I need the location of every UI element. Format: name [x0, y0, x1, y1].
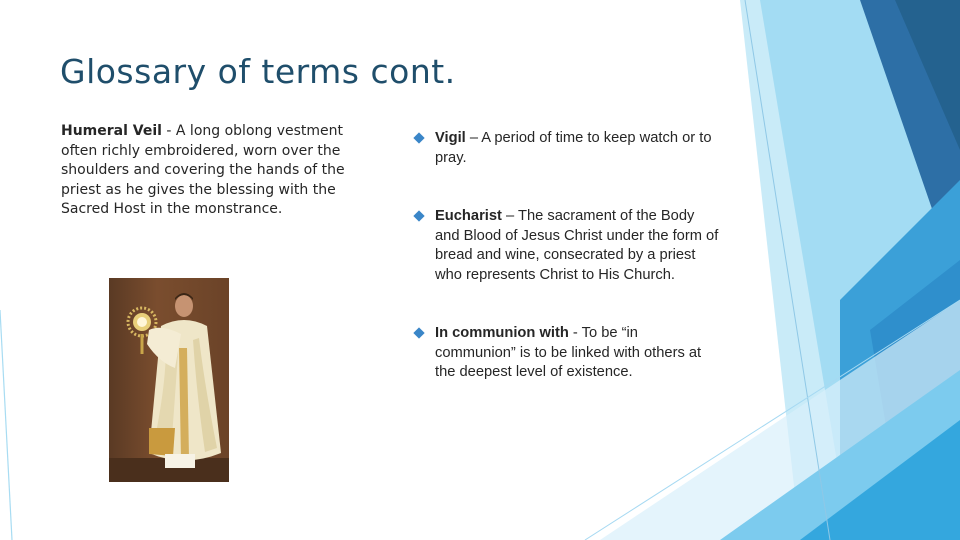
definition-text: - A long oblong vestment often richly embroidered, worn over the shoulders and covering the hands of the priest as he gives the blessing with the Sacred Host in the monstrance.	[61, 123, 345, 217]
term-label: Eucharist	[435, 208, 502, 224]
term-label: In communion with	[435, 325, 569, 341]
list-item-in-communion-with	[414, 324, 719, 383]
diamond-bullet-icon	[413, 210, 424, 221]
list-item-vigil	[414, 129, 719, 168]
priest-photo	[109, 278, 229, 482]
definition-term: Humeral Veil	[61, 123, 162, 139]
term-definition: – The sacrament of the Body and Blood of Jesus Christ under the form of bread and wine, consecrated by a priest who represents Christ to His Church.	[435, 208, 719, 283]
diamond-bullet-icon	[413, 132, 424, 143]
term-label: Vigil	[435, 130, 466, 146]
humeral-veil-definition	[61, 122, 361, 220]
term-definition: - To be “in communion” is to be linked with others at the deepest level of existence.	[435, 325, 702, 380]
term-definition: – A period of time to keep watch or to pray.	[435, 130, 712, 166]
terms-list	[414, 129, 719, 383]
diamond-bullet-icon	[413, 327, 424, 338]
list-item-eucharist	[414, 207, 719, 285]
slide-title: Glossary of terms cont.	[60, 52, 456, 91]
priest-illustration	[109, 278, 229, 482]
